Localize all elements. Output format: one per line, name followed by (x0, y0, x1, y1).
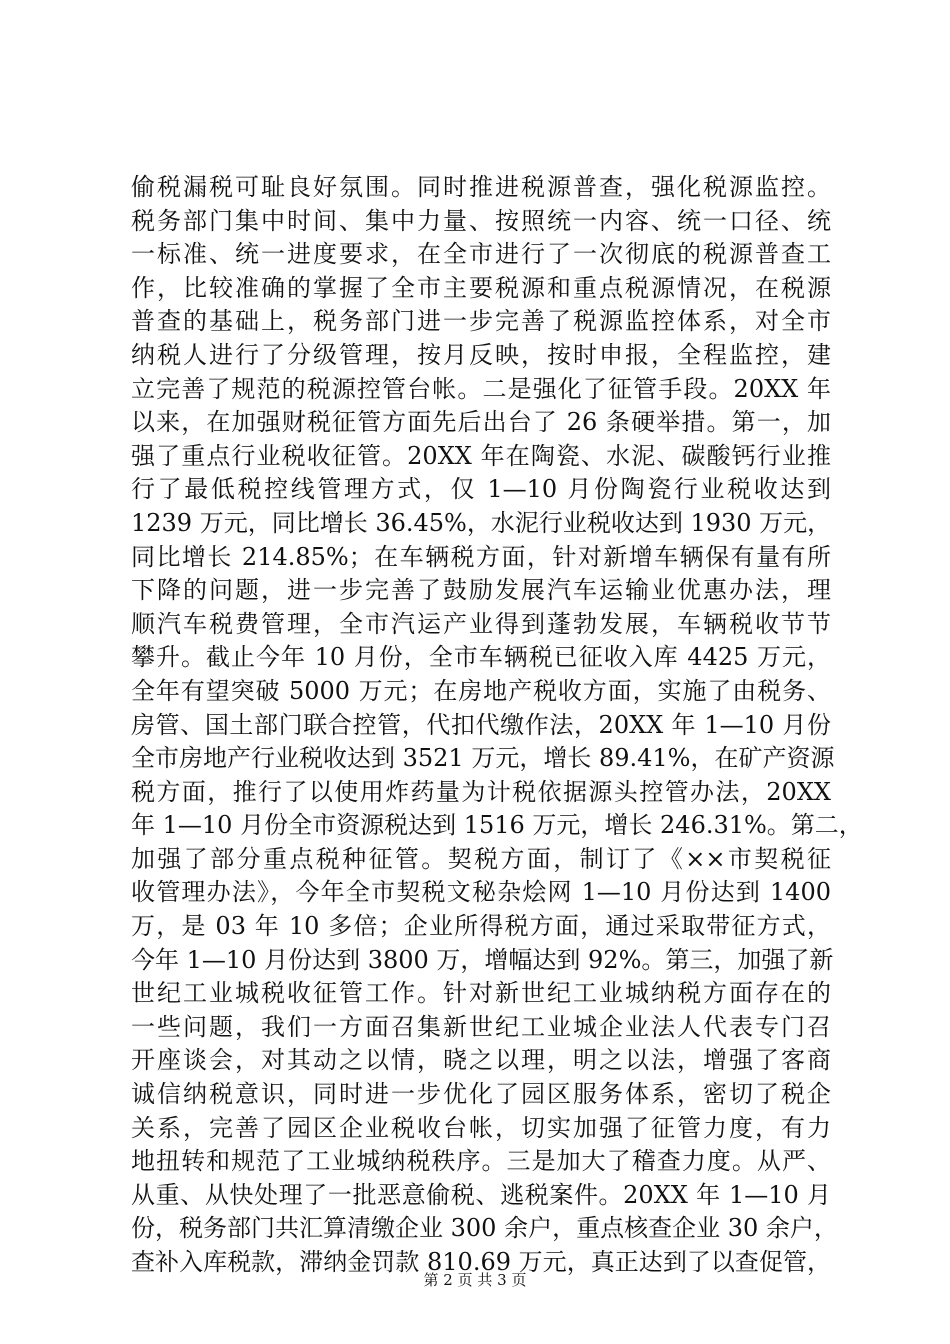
text-line: 世纪工业城税收征管工作。针对新世纪工业城纳税方面存在的 (131, 979, 831, 1008)
text-line: 全市房地产行业税收达到 3521 万元，增长 89.41%，在矿产资源 (131, 744, 835, 773)
text-line: 今年 1—10 月份达到 3800 万，增幅达到 92%。第三，加强了新 (131, 945, 834, 974)
body-text (131, 171, 863, 1280)
text-line: 开座谈会，对其动之以情，晓之以理，明之以法，增强了客商 (131, 1046, 831, 1075)
text-line: 一些问题，我们一方面召集新世纪工业城企业法人代表专门召 (131, 1012, 831, 1041)
text-line: 一标准、统一进度要求，在全市进行了一次彻底的税源普查工 (131, 240, 831, 269)
text-line: 份，税务部门共汇算清缴企业 300 余户，重点核查企业 30 余户， (131, 1214, 838, 1243)
text-line: 查补入库税款，滞纳金罚款 810.69 万元，真正达到了以查促管， (131, 1248, 831, 1276)
text-line: 同比增长 214.85%；在车辆税方面，针对新增车辆保有量有所 (131, 542, 831, 571)
text-line: 税方面，推行了以使用炸药量为计税依据源头控管办法，20XX (131, 777, 831, 806)
text-line: 攀升。截止今年 10 月份，全市车辆税已征收入库 4425 万元， (131, 643, 831, 672)
page-number-label: 第 2 页 共 3 页 (423, 1271, 527, 1289)
text-line: 年 1—10 月份全市资源税达到 1516 万元，增长 246.31%。第二， (131, 811, 863, 840)
text-line: 万，是 03 年 10 多倍；企业所得税方面，通过采取带征方式， (131, 912, 831, 941)
text-line: 普查的基础上，税务部门进一步完善了税源监控体系，对全市 (131, 307, 831, 336)
text-line: 诚信纳税意识，同时进一步优化了园区服务体系，密切了税企 (131, 1080, 831, 1109)
text-line: 全年有望突破 5000 万元；在房地产税收方面，实施了由税务、 (131, 676, 831, 705)
text-line: 偷税漏税可耻良好氛围。同时推进税源普查，强化税源监控。 (131, 173, 831, 201)
text-line: 1239 万元，同比增长 36.45%，水泥行业税收达到 1930 万元， (131, 508, 832, 537)
text-line: 地扭转和规范了工业城纳税秩序。三是加大了稽查力度。从严、 (131, 1147, 831, 1176)
text-line: 税务部门集中时间、集中力量、按照统一内容、统一口径、统 (131, 206, 831, 235)
text-line: 加强了部分重点税种征管。契税方面，制订了《××市契税征 (131, 844, 831, 873)
text-line: 纳税人进行了分级管理，按月反映，按时申报，全程监控，建 (131, 340, 831, 369)
text-line: 下降的问题，进一步完善了鼓励发展汽车运输业优惠办法，理 (131, 576, 831, 605)
text-line: 强了重点行业税收征管。20XX 年在陶瓷、水泥、碳酸钙行业推 (131, 441, 831, 470)
text-line: 作，比较准确的掌握了全市主要税源和重点税源情况，在税源 (131, 273, 831, 302)
text-line: 关系，完善了园区企业税收台帐，切实加强了征管力度，有力 (131, 1113, 831, 1142)
text-line: 立完善了规范的税源控管台帐。二是强化了征管手段。20XX 年 (131, 374, 831, 403)
text-line: 收管理办法》，今年全市契税文秘杂烩网 1—10 月份达到 1400 (131, 878, 831, 907)
text-line: 以来，在加强财税征管方面先后出台了 26 条硬举措。第一，加 (131, 408, 831, 437)
page-footer (0, 1270, 950, 1290)
text-line: 行了最低税控线管理方式，仅 1—10 月份陶瓷行业税收达到 (131, 475, 831, 504)
text-line: 房管、国土部门联合控管，代扣代缴作法，20XX 年 1—10 月份 (131, 710, 831, 739)
text-line: 顺汽车税费管理，全市汽运产业得到蓬勃发展，车辆税收节节 (131, 609, 831, 638)
text-line: 从重、从快处理了一批恶意偷税、逃税案件。20XX 年 1—10 月 (131, 1180, 831, 1209)
